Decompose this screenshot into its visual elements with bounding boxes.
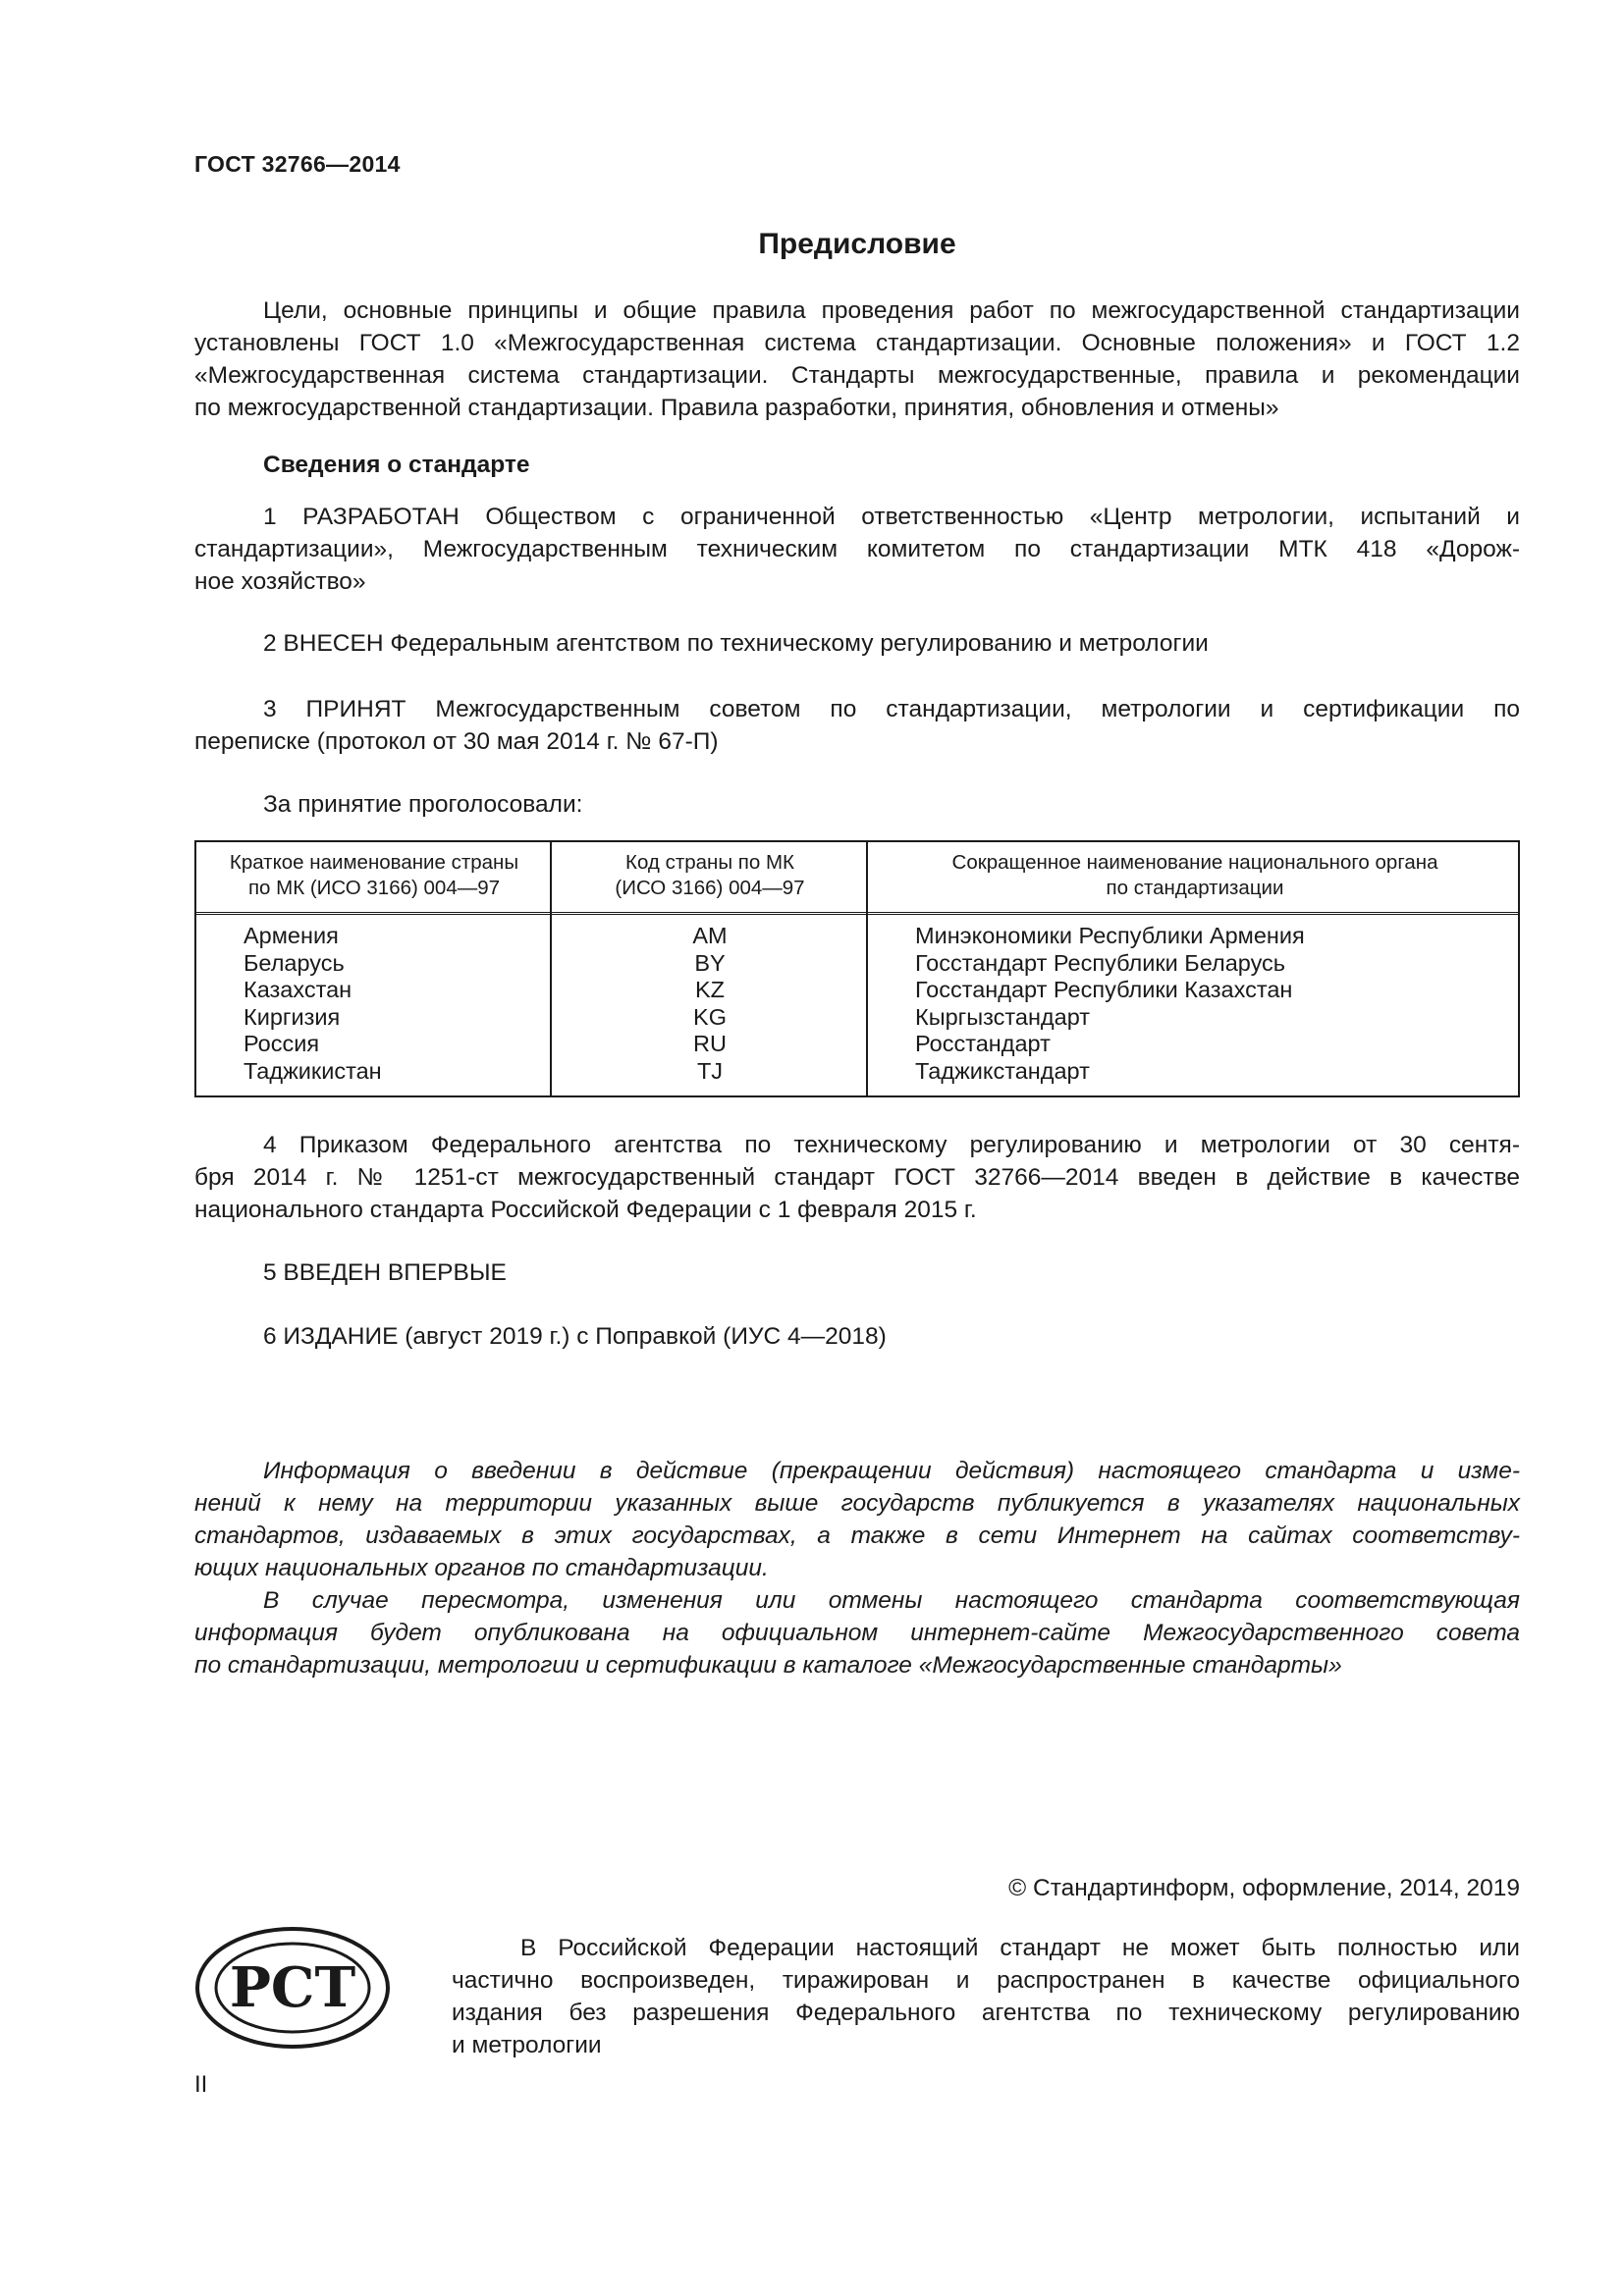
item-3 [194,693,1520,758]
item-4-line: 4 Приказом Федерального агентства по техническому регулированию и метрологии от 30 сентя- [263,1132,1520,1158]
info-paragraph [194,1455,1520,1682]
intro-line: Цели, основные принципы и общие правила проведения работ по межгосударственной стандартизации [263,297,1520,324]
legal-line: частично воспроизведен, тиражирован и распространен в качестве официального [452,1967,1520,1994]
agency-cell: Росстандарт [915,1031,1051,1056]
country-cell: Казахстан [244,977,352,1002]
code-cell: AM [692,923,728,948]
item-4 [194,1129,1520,1226]
header-text: Сокращенное наименование национального органа [951,851,1438,874]
item-3-line: переписке (протокол от 30 мая 2014 г. № 67-П) [194,728,719,755]
header-text: Код страны по МК [625,851,794,874]
code-cell: TJ [696,1057,724,1084]
table-row [196,1031,1518,1058]
intro-line: «Межгосударственная система стандартизации. Стандарты межгосударственные, правила и рекомендации [194,362,1520,389]
info-line: стандартов, издаваемых в этих государствах, а также в сети Интернет на сайтах соответству- [194,1522,1520,1549]
item-1-line: стандартизации», Межгосударственным техническим комитетом по стандартизации МТК 418 «Дорож- [194,536,1520,562]
table-row [196,977,1518,1004]
agency-cell: Госстандарт Республики Казахстан [915,977,1293,1002]
legal-notice [452,1932,1520,2061]
item-4-line: бря 2014 г. № 1251-ст межгосударственный стандарт ГОСТ 32766—2014 введен в действие в качестве [194,1164,1520,1191]
country-cell: Россия [244,1031,320,1056]
section-heading: Сведения о стандарте [263,452,530,478]
page-number: II [194,2071,208,2098]
info-line: информация будет опубликована на официальном интернет-сайте Межгосударственного совета [194,1620,1520,1646]
table-row [196,1004,1518,1032]
info-line: Информация о введении в действие (прекращении действия) настоящего стандарта и изме- [263,1458,1520,1484]
legal-line: и метрологии [452,2032,602,2058]
header-cell-code [552,842,868,912]
country-cell: Армения [244,923,339,948]
intro-paragraph [194,294,1520,424]
logo-text: РСТ [229,1955,356,2020]
code-cell: RU [693,1031,727,1056]
header-cell-country [196,842,552,912]
country-cell: Киргизия [244,1003,341,1030]
table-body [196,923,1518,1085]
code-cell: KZ [694,977,726,1002]
copyright-notice: © Стандартинформ, оформление, 2014, 2019 [1008,1875,1520,1901]
agency-cell: Госстандарт Республики Беларусь [915,949,1286,976]
table-header [196,842,1518,915]
intro-line: установлены ГОСТ 1.0 «Межгосударственная система стандартизации. Основные положения» и ГОСТ 1.2 [194,330,1520,356]
item-1 [194,501,1520,598]
item-2: 2 ВНЕСЕН Федеральным агентством по техническому регулированию и метрологии [263,630,1209,657]
legal-line: издания без разрешения Федерального агентства по техническому регулированию [452,2000,1520,2026]
rst-certification-mark-icon [194,1926,391,2050]
info-line: нений к нему на территории указанных выше государств публикуется в указателях национальных [194,1490,1520,1517]
voting-table [194,840,1520,1097]
info-line: В случае пересмотра, изменения или отмены настоящего стандарта соответствующая [263,1587,1520,1614]
item-4-line: национального стандарта Российской Федерации с 1 февраля 2015 г. [194,1197,977,1223]
agency-cell: Минэкономики Республики Армения [915,923,1305,948]
voted-label: За принятие проголосовали: [263,791,583,818]
header-text: по стандартизации [1106,877,1284,899]
info-line: ющих национальных органов по стандартизации. [194,1555,769,1581]
header-cell-agency [868,842,1522,912]
item-5: 5 ВВЕДЕН ВПЕРВЫЕ [263,1259,507,1286]
item-3-line: 3 ПРИНЯТ Межгосударственным советом по стандартизации, метрологии и сертификации по [263,696,1520,722]
table-row [196,923,1518,950]
item-1-line: ное хозяйство» [194,568,366,595]
table-row [196,950,1518,978]
country-cell: Таджикистан [244,1057,382,1084]
info-line: по стандартизации, метрологии и сертификации в каталоге «Межгосударственные стандарты» [194,1652,1342,1679]
agency-cell: Кыргызстандарт [915,1003,1091,1030]
header-text: по МК (ИСО 3166) 004—97 [247,877,501,899]
code-cell: BY [694,949,726,976]
country-cell: Беларусь [244,949,345,976]
table-row [196,1058,1518,1086]
header-text: (ИСО 3166) 004—97 [615,877,805,899]
header-text: Краткое наименование страны [229,851,519,874]
page-title: Предисловие [758,228,956,260]
legal-line: В Российской Федерации настоящий стандарт не может быть полностью или [520,1935,1520,1961]
code-cell: KG [693,1003,727,1030]
agency-cell: Таджикстандарт [915,1057,1090,1084]
item-6: 6 ИЗДАНИЕ (август 2019 г.) с Поправкой (ИУС 4—2018) [263,1323,887,1350]
document-code: ГОСТ 32766—2014 [194,151,401,177]
item-1-line: 1 РАЗРАБОТАН Обществом с ограниченной ответственностью «Центр метрологии, испытаний и [263,504,1520,530]
intro-line: по межгосударственной стандартизации. Правила разработки, принятия, обновления и отмены» [194,395,1279,421]
